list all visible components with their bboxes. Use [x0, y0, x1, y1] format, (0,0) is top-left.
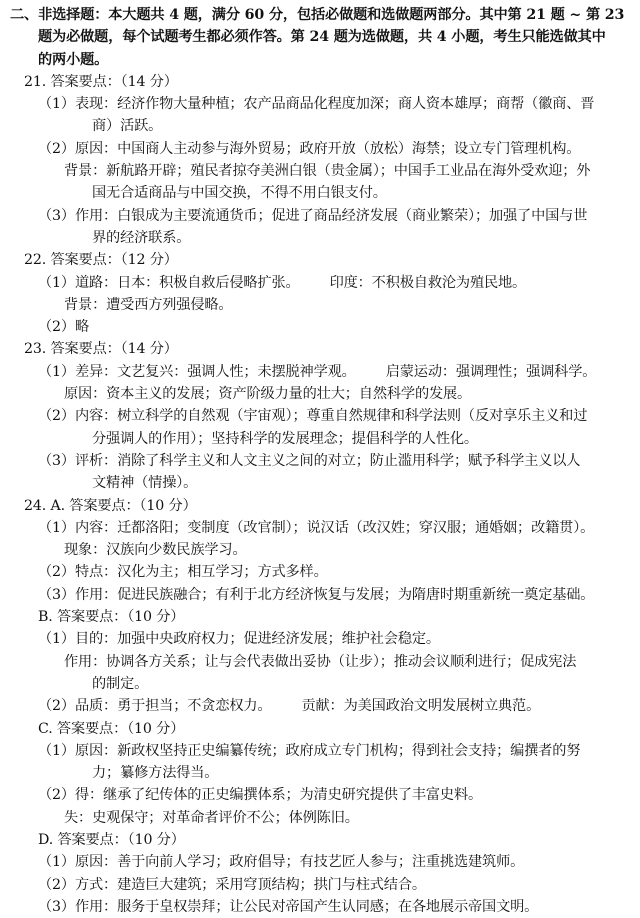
question-22: [10, 249, 632, 338]
q24d-line: （3）作用：服务于皇权崇拜；让公民对帝国产生认同感；在各地展示帝国文明。: [38, 898, 539, 915]
q24d-line: （2）方式：建造巨大建筑；采用穹顶结构；拱门与柱式结合。: [38, 876, 426, 893]
q24c-line: 力；纂修方法得当。: [92, 765, 219, 782]
q22-line-a: （1）道路：日本：积极自救后侵略扩张。: [38, 274, 300, 291]
header-line-1: 二、非选择题：本大题共 4 题，满分 60 分，包括必做题和选做题两部分。其中第 21 题 ~ 第 23: [10, 7, 625, 23]
q21-line: 国无合适商品与中国交换，不得不用白银支付。: [92, 185, 387, 202]
q24b-line: [10, 695, 632, 717]
q24b-line-b: 贡献：为美国政治文明发展树立典范。: [301, 698, 541, 715]
header-line-3: 的两小题。: [38, 51, 109, 68]
q24b-line: 作用：协调各方关系；让与会代表做出妥协（让步）；推动会议顺利进行；促成宪法: [64, 653, 577, 670]
q23-line: [10, 361, 632, 383]
q24a-line: （1）内容：迁都洛阳；变制度（改官制）；说汉话（改汉姓；穿汉服；通婚姻；改籍贯）。: [38, 519, 595, 536]
q23-line-b: 启蒙运动：强调理性；强调科学。: [385, 363, 597, 380]
q24a-line: 现象：汉族向少数民族学习。: [64, 542, 247, 559]
q24b-line: 的制定。: [92, 675, 149, 692]
q22-line: （2）略: [38, 319, 89, 336]
q23-line: （2）内容：树立科学的自然观（宇宙观）；尊重自然规律和科学法则（反对享乐主义和过: [38, 408, 588, 425]
q21-line: 界的经济联系。: [92, 229, 191, 246]
q21-line: （3）作用：白银成为主要流通货币；促进了商品经济发展（商业繁荣）；加强了中国与世: [38, 207, 588, 224]
q22-line: 背景：遭受西方列强侵略。: [64, 296, 233, 313]
q23-line-a: （1）差异：文艺复兴：强调人性；未摆脱神学观。: [38, 363, 356, 380]
q23-title: 23. 答案要点：（14 分）: [24, 341, 178, 358]
question-24: [10, 495, 632, 918]
q22-title: 22. 答案要点：（12 分）: [24, 252, 178, 269]
q21-line: 商）活跃。: [92, 118, 163, 135]
q24a-line: （3）作用：促进民族融合；有利于北方经济恢复与发展；为隋唐时期重新统一奠定基础。: [38, 586, 595, 603]
q24c-line: （1）原因：新政权坚持正史编纂传统；政府成立专门机构；得到社会支持；编撰者的努: [38, 742, 581, 759]
q24d-title: D. 答案要点：（10 分）: [38, 831, 185, 848]
q21-line: （2）原因：中国商人主动参与海外贸易；政府开放（放松）海禁；设立专门管理机构。: [38, 140, 581, 157]
q23-line: 文精神（情操）。: [92, 475, 198, 492]
q24c-line: 失：史观保守；对革命者评价不公；体例陈旧。: [64, 809, 359, 826]
header-line-2: 题为必做题，每个试题考生都必须作答。第 24 题为选做题，共 4 小题，考生只能选做其中: [38, 29, 606, 46]
q23-line: （3）评析：消除了科学主义和人文主义之间的对立；防止滥用科学；赋予科学主义以人: [38, 452, 581, 469]
q24a-line: （2）特点：汉化为主；相互学习；方式多样。: [38, 564, 328, 581]
q24d-line: （1）原因：善于向前人学习；政府倡导；有技艺匠人参与；注重挑选建筑师。: [38, 854, 525, 871]
section-header: [10, 4, 632, 71]
q21-line: （1）表现：经济作物大量种植；农产品商品化程度加深；商人资本雄厚；商帮（徽商、晋: [38, 96, 595, 113]
question-23: [10, 338, 632, 494]
q24c-line: （2）得：继承了纪传体的正史编撰体系；为清史研究提供了丰富史料。: [38, 787, 483, 804]
q22-line-b: 印度：不积极自救沦为殖民地。: [329, 274, 527, 291]
q24b-line-a: （2）品质：勇于担当；不贪恋权力。: [38, 698, 272, 715]
q23-line: 原因：资本主义的发展；资产阶级力量的壮大；自然科学的发展。: [64, 386, 472, 403]
q21-line: 背景：新航路开辟；殖民者掠夺美洲白银（贵金属）；中国手工业品在海外受欢迎；外: [64, 163, 591, 180]
q24a-title: 24. A. 答案要点：（10 分）: [24, 497, 197, 514]
q24b-line: （1）目的：加强中央政府权力；促进经济发展；维护社会稳定。: [38, 631, 440, 648]
q23-line: 分强调人的作用）；坚持科学的发展理念；提倡科学的人性化。: [92, 430, 478, 447]
q24c-title: C. 答案要点：（10 分）: [38, 720, 185, 737]
q21-title: 21. 答案要点：（14 分）: [24, 73, 178, 90]
q22-line: [10, 272, 632, 294]
question-21: [10, 71, 632, 249]
q24b-title: B. 答案要点：（10 分）: [38, 609, 185, 626]
